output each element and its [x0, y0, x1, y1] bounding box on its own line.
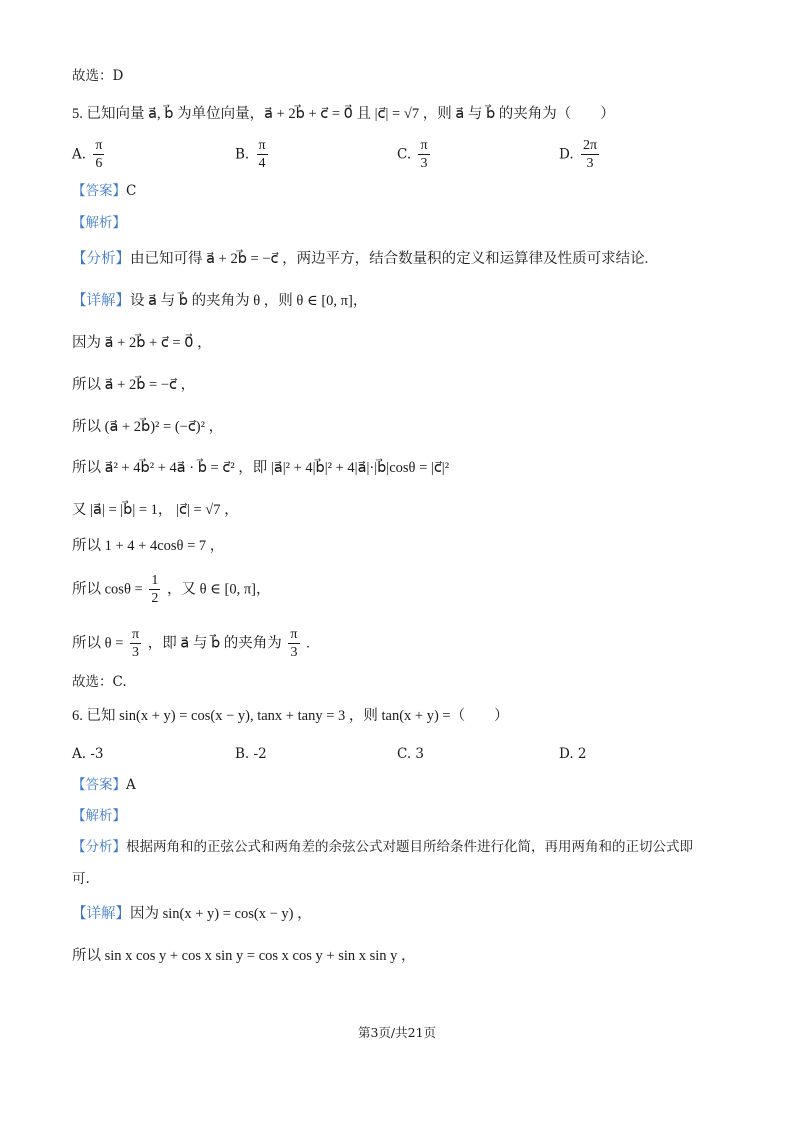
page-number: 第3页/共21页	[357, 1025, 437, 1040]
detail-line-3: 所以 a⃗ + 2b⃗ = −c⃗ ，	[72, 377, 196, 393]
option-c: C. 3	[397, 746, 425, 762]
fraction: $\frac{\pi}{4}$	[258, 138, 266, 171]
detail-line-1: 【详解】设 a⃗ 与 b⃗ 的夹角为 θ ，则 θ ∈ [0, π]，	[72, 293, 368, 309]
question-5-stem: 5. 已知向量 a⃗, b⃗ 为单位向量，a⃗ + 2b⃗ + c⃗ = 0⃗ 且 |c⃗| = √7 ，则 a⃗ 与 b⃗ 的夹角为（ ）	[72, 106, 615, 122]
detail-line-9: 所以 θ = $\frac{\pi}{3}$ ，即 a⃗ 与 b⃗ 的夹角为 $\frac{\pi}{3}$ .	[72, 627, 310, 660]
option-b: B. -2	[235, 746, 267, 762]
answer-line: 【答案】C	[72, 183, 137, 199]
fraction: $\frac{1}{2}$	[151, 573, 159, 606]
fraction: $\frac{\pi}{3}$	[132, 627, 140, 660]
detail-line-7: 所以 1 + 4 + 4cosθ = 7 ，	[72, 538, 225, 554]
fraction: $\frac{\pi}{3}$	[420, 138, 428, 171]
analysis-summary-cont: 可.	[72, 871, 90, 887]
answer-choice: 故选：C.	[72, 674, 127, 690]
analysis-tag: 【解析】	[72, 215, 126, 231]
analysis-summary: 【分析】由已知可得 a⃗ + 2b⃗ = −c⃗ ，两边平方，结合数量积的定义和运算律及性质可求结论.	[72, 251, 649, 267]
detail-line-4: 所以 (a⃗ + 2b⃗)² = (−c⃗)² ，	[72, 419, 224, 435]
answer-tag: 【答案】	[72, 183, 126, 199]
detail-line-q6-2: 所以 sin x cos y + cos x sin y = cos x cos y + sin x sin y ，	[72, 948, 416, 964]
option-d: D. $\frac{2\pi}{3}$	[559, 138, 598, 171]
answer-tag: 【答案】	[72, 777, 126, 793]
detail-line-5: 所以 a⃗² + 4b⃗² + 4a⃗ · b⃗ = c⃗² ，即 |a⃗|² + 4|b⃗|² + 4|a⃗|·|b⃗|cosθ = |c⃗|²	[72, 460, 450, 476]
detail-line-2: 因为 a⃗ + 2b⃗ + c⃗ = 0⃗ ，	[72, 335, 212, 351]
fraction: $\frac{\pi}{6}$	[95, 138, 103, 171]
option-d: D. 2	[559, 746, 587, 762]
analysis-summary: 【分析】根据两角和的正弦公式和两角差的余弦公式对题目所给条件进行化简，再用两角和的正切公式即	[72, 839, 693, 855]
detail-line-8: 所以 cosθ = $\frac{1}{2}$ ，又 θ ∈ [0, π]，	[72, 573, 271, 606]
answer-choice-prev: 故选：D	[72, 68, 124, 84]
fraction: $\frac{\pi}{3}$	[290, 627, 298, 660]
fraction: $\frac{2\pi}{3}$	[582, 138, 598, 171]
answer-line: 【答案】A	[72, 777, 136, 793]
analysis-tag: 【解析】	[72, 808, 126, 824]
option-a: A. -3	[72, 746, 104, 762]
option-a: A. $\frac{\pi}{6}$	[72, 138, 103, 171]
question-6-stem: 6. 已知 sin(x + y) = cos(x − y), tanx + tany = 3 ，则 tan(x + y) =（ ）	[72, 708, 509, 724]
detail-line-6: 又 |a⃗| = |b⃗| = 1， |c⃗| = √7 ，	[72, 502, 239, 518]
detail-line-q6-1: 【详解】因为 sin(x + y) = cos(x − y) ，	[72, 906, 312, 922]
option-c: C. $\frac{\pi}{3}$	[397, 138, 428, 171]
option-b: B. $\frac{\pi}{4}$	[235, 138, 266, 171]
